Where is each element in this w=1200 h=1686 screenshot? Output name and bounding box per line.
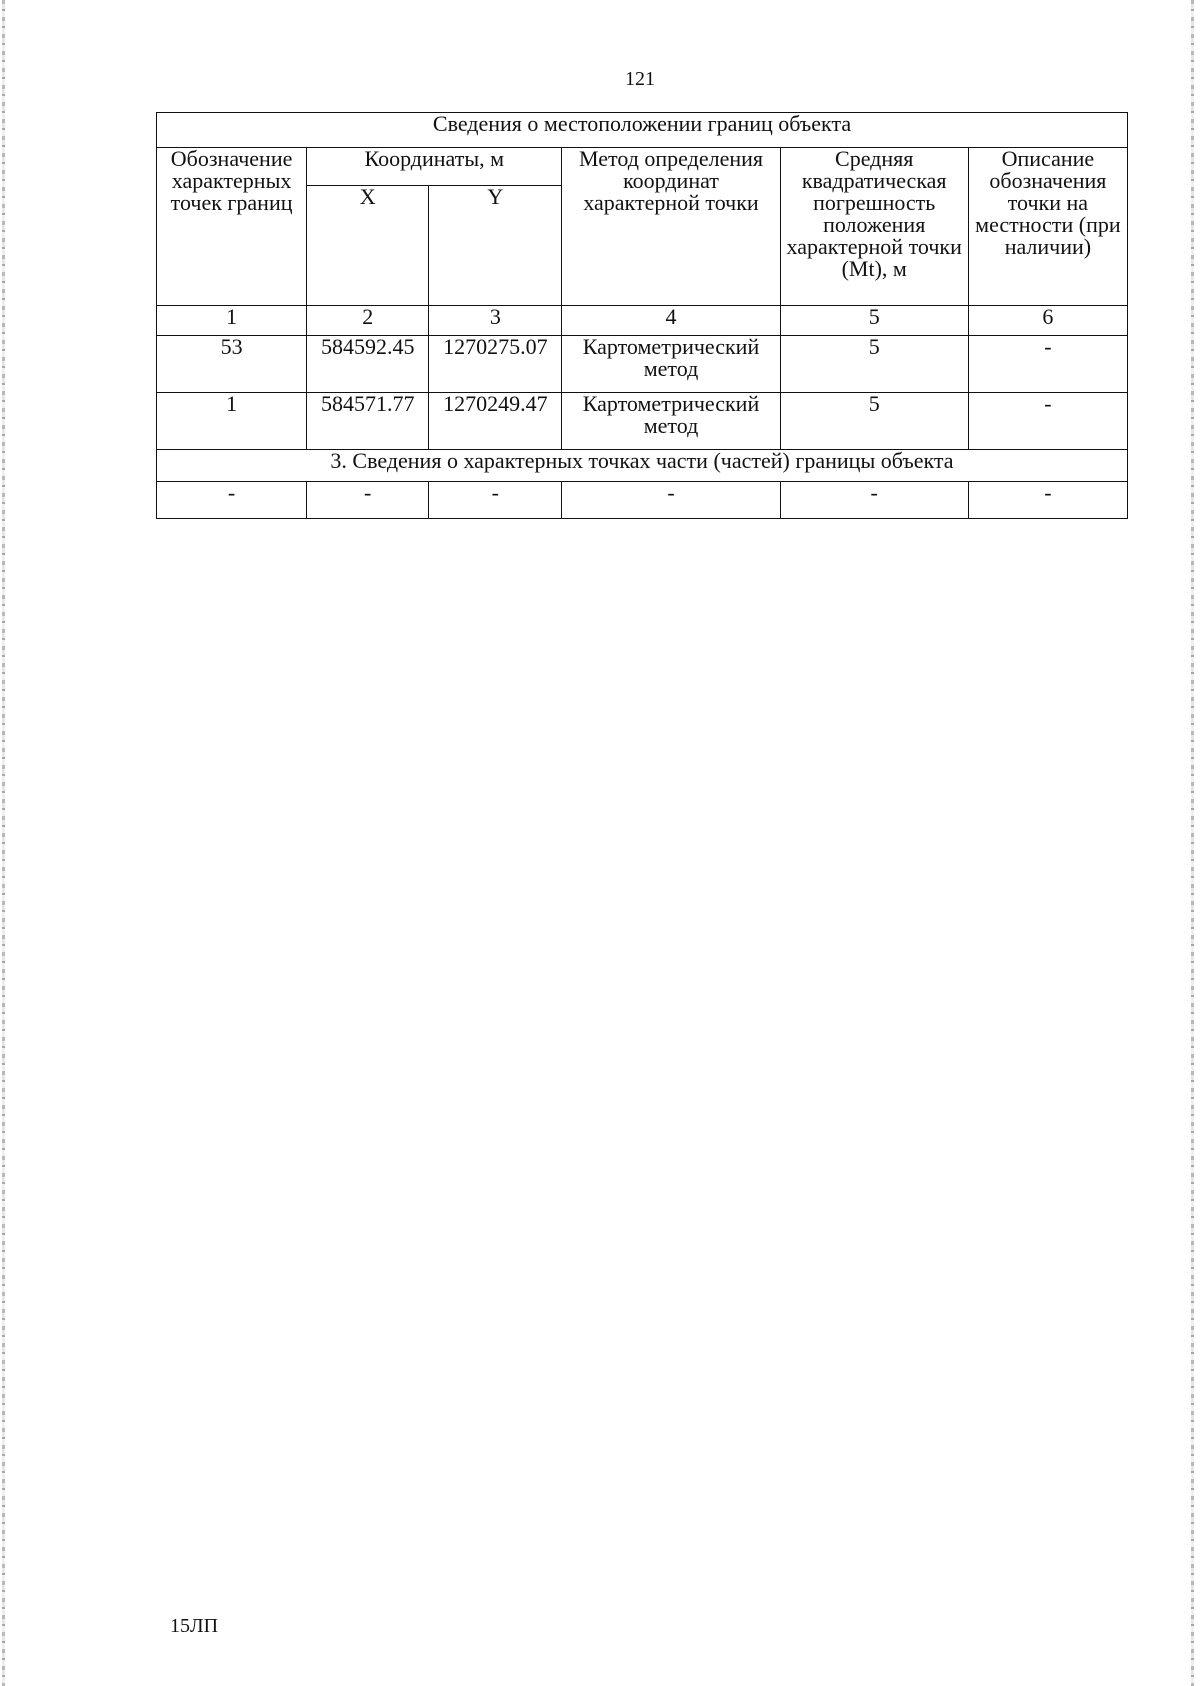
cell-description: - <box>968 336 1127 393</box>
boundary-coordinates-table <box>156 112 1128 519</box>
scan-left-edge <box>2 0 5 1686</box>
footer-code: 15ЛП <box>170 1615 219 1637</box>
section3-cell: - <box>157 482 307 519</box>
cell-point: 1 <box>157 393 307 450</box>
cell-method: Картометрический метод <box>562 393 780 450</box>
column-number: 1 <box>157 306 307 336</box>
table-row <box>157 393 1128 450</box>
column-number: 5 <box>780 306 968 336</box>
cell-y: 1270275.07 <box>429 336 562 393</box>
cell-x: 584592.45 <box>307 336 429 393</box>
header-mean-square-error: Средняя квадратическая погрешность положения характерной точки (Mt), м <box>780 148 968 306</box>
page-number: 121 <box>625 68 655 90</box>
section3-cell: - <box>429 482 562 519</box>
header-method: Метод определения координат характерной точки <box>562 148 780 306</box>
cell-description: - <box>968 393 1127 450</box>
table-title: Сведения о местоположении границ объекта <box>157 113 1128 148</box>
cell-y: 1270249.47 <box>429 393 562 450</box>
section3-cell: - <box>562 482 780 519</box>
header-y: Y <box>429 186 562 306</box>
cell-x: 584571.77 <box>307 393 429 450</box>
scan-right-edge <box>1191 0 1194 1686</box>
column-number-row <box>157 306 1128 336</box>
cell-error: 5 <box>780 336 968 393</box>
header-point-designation: Обозначение характерных точек границ <box>157 148 307 306</box>
section3-cell: - <box>780 482 968 519</box>
section3-cell: - <box>968 482 1127 519</box>
column-number: 3 <box>429 306 562 336</box>
cell-point: 53 <box>157 336 307 393</box>
cell-method: Картометрический метод <box>562 336 780 393</box>
column-number: 2 <box>307 306 429 336</box>
cell-error: 5 <box>780 393 968 450</box>
section3-title: 3. Сведения о характерных точках части (частей) границы объекта <box>157 450 1128 482</box>
header-description: Описание обозначения точки на местности (при наличии) <box>968 148 1127 306</box>
header-coordinates: Координаты, м <box>307 148 562 186</box>
header-x: X <box>307 186 429 306</box>
section3-title-row <box>157 450 1128 482</box>
section3-row <box>157 482 1128 519</box>
column-number: 4 <box>562 306 780 336</box>
table-title-row <box>157 113 1128 148</box>
table-row <box>157 336 1128 393</box>
column-number: 6 <box>968 306 1127 336</box>
header-row-1 <box>157 148 1128 186</box>
section3-cell: - <box>307 482 429 519</box>
